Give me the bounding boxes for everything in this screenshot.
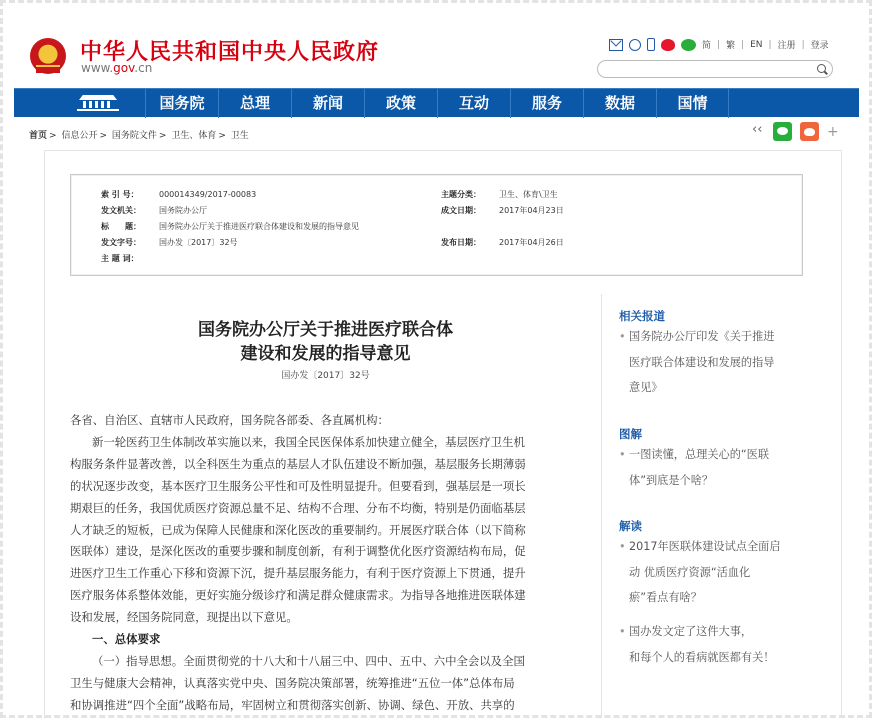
related-link[interactable]: • 国务院办公厅印发《关于推进 医疗联合体建设和发展的指导 意见》 (619, 330, 775, 394)
interpretation-section-2 (619, 619, 774, 670)
meta-issuer: 发文机关： 国务院办公厅 (101, 206, 207, 215)
share-icon[interactable] (751, 125, 765, 139)
toolbar-divider: | (741, 39, 745, 50)
site-url (81, 61, 152, 75)
interpretation-section (619, 508, 781, 611)
paragraph-line: 期艰巨的任务，我国优质医疗资源总量不足、结构不合理、分布不均衡，特别是仍面临基层 (70, 500, 526, 515)
wechat-share-icon[interactable] (773, 122, 792, 141)
meta-written-date: 成文日期： 2017年04月23日 (441, 206, 564, 215)
article-title-line-1: 国务院办公厅关于推进医疗联合体 (198, 320, 453, 340)
nav-item-interaction[interactable]: 互动 (437, 89, 510, 118)
graphic-link[interactable]: • 一图读懂，总理关心的“医联 体”到底是个啥？ (619, 448, 770, 487)
register-link[interactable]: 注册 (777, 41, 796, 51)
paragraph-line: 设和发展，经国务院同意，现提出以下意见。 (70, 610, 298, 625)
paragraph-line: 新一轮医药卫生体制改革实施以来，我国全民医保体系加快建立健全，基层医疗卫生机 (92, 434, 525, 449)
nav-item-national-info[interactable]: 国情 (656, 89, 729, 118)
interpretation-link[interactable]: • 国办发文定了这件大事， 和每个人的看病就医都有关！ (619, 625, 775, 664)
site-header (0, 0, 872, 88)
nav-items (145, 89, 729, 118)
home-building-icon[interactable] (75, 93, 121, 113)
article-doc-number: 国办发〔2017〕32号 (281, 371, 370, 381)
graphic-section (619, 416, 769, 493)
more-share-icon[interactable]: + (827, 123, 839, 140)
nav-item-data[interactable]: 数据 (583, 89, 656, 118)
weibo-icon[interactable] (661, 39, 675, 51)
paragraph-line: 各省、自治区、直辖市人民政府，国务院各部委、各直属机构： (70, 413, 389, 427)
breadcrumb-state-docs[interactable]: 国务院文件 (111, 131, 157, 141)
paragraph-line: 构服务条件显著改善，以全科医生为重点的基层人才队伍建设不断加强，基层服务长期薄弱 (70, 456, 526, 471)
paragraph-line: （一）指导思想。全面贯彻党的十八大和十八届三中、四中、五中、六中全会以及全国 (92, 653, 525, 668)
interpretation-link[interactable]: • 2017年医联体建设试点全面启 动 优质医疗资源“活血化 瘀”看点有啥？ (619, 540, 781, 604)
wechat-icon[interactable] (681, 39, 696, 51)
meta-category: 主题分类： 卫生、体育\卫生 (441, 190, 558, 199)
related-heading: 相关报道 (619, 309, 665, 323)
article-title-line-2: 建设和发展的指导意见 (240, 344, 411, 364)
site-url-domain: gov (113, 61, 135, 75)
nav-item-policy[interactable]: 政策 (364, 89, 437, 118)
breadcrumb: 首页 > 信息公开 > 国务院文件 > 卫生、体育 > 卫生 (29, 131, 249, 141)
meta-index: 索 引 号： 000014349/2017-00083 (101, 190, 257, 199)
nav-item-news[interactable]: 新闻 (291, 89, 364, 118)
nav-item-services[interactable]: 服务 (510, 89, 583, 118)
circle-icon[interactable] (629, 39, 641, 51)
paragraph-line: 医疗服务体系整体效能，更好实施分级诊疗和满足群众健康需求。为指导各地推进医联体建 (70, 588, 526, 603)
paragraph-line: 人才缺乏的短板，已成为保障人民健康和深化医改的重要制约。开展医疗联合体（以下简称 (70, 522, 526, 537)
traditional-link[interactable]: 繁 (726, 41, 736, 51)
meta-title: 标 题： 国务院办公厅关于推进医疗联合体建设和发展的指导意见 (101, 222, 359, 231)
site-url-suffix: .cn (134, 61, 153, 75)
toolbar-divider: | (801, 39, 805, 50)
simplified-link[interactable]: 简 (702, 41, 712, 51)
nav-item-premier[interactable]: 总理 (218, 89, 291, 118)
paragraph-line: 卫生与健康大会精神，认真落实党中央、国务院决策部署，统筹推进“五位一体”总体布局 (70, 675, 515, 690)
meta-keywords: 主 题 词： (101, 254, 139, 263)
search-icon[interactable] (817, 64, 826, 73)
english-link[interactable]: EN (750, 39, 763, 50)
site-url-prefix: www. (81, 61, 114, 75)
phone-icon[interactable] (647, 38, 655, 51)
breadcrumb-info-public[interactable]: 信息公开 (61, 131, 98, 141)
paragraph-line: 医联体）建设，是深化医改的重要步骤和制度创新，有利于调整优化医疗资源结构布局，促 (70, 544, 526, 559)
weibo-share-icon[interactable] (800, 122, 819, 141)
meta-publish-date: 发布日期： 2017年04月26日 (441, 238, 564, 247)
nav-item-state-council[interactable]: 国务院 (145, 89, 218, 118)
paragraph-line: 和协调推进“四个全面”战略布局，牢固树立和贯彻落实创新、协调、绿色、开放、共享的 (70, 697, 515, 712)
document-meta-table (70, 174, 803, 276)
sidebar (601, 294, 801, 718)
search-input[interactable] (597, 60, 833, 78)
interpretation-heading: 解读 (619, 519, 642, 533)
login-link[interactable]: 登录 (810, 41, 829, 51)
site-title[interactable]: 中华人民共和国中央人民政府 (80, 40, 380, 65)
section-heading: 一、总体要求 (92, 632, 161, 647)
toolbar-divider: | (768, 39, 772, 50)
article-body (70, 410, 585, 717)
related-section (619, 298, 774, 401)
share-bar (751, 122, 839, 141)
national-emblem-icon[interactable] (30, 38, 66, 74)
mail-icon[interactable] (609, 39, 623, 51)
paragraph-line: 的状况逐步改变，基本医疗卫生服务公平性和可及性明显提升。但要看到，强基层是一项长 (70, 478, 526, 493)
main-nav (14, 88, 859, 117)
paragraph-line: 进医疗卫生工作重心下移和资源下沉，提升基层服务能力，有利于医疗资源上下贯通，提升 (70, 566, 526, 581)
article-title (70, 318, 581, 366)
header-toolbar (609, 38, 829, 51)
toolbar-divider: | (717, 39, 721, 50)
breadcrumb-health[interactable]: 卫生 (230, 131, 249, 141)
meta-doc-number: 发文字号： 国办发〔2017〕32号 (101, 238, 238, 247)
breadcrumb-health-sports[interactable]: 卫生、体育 (171, 131, 217, 141)
graphic-heading: 图解 (619, 427, 642, 441)
breadcrumb-home[interactable]: 首页 (29, 131, 48, 141)
